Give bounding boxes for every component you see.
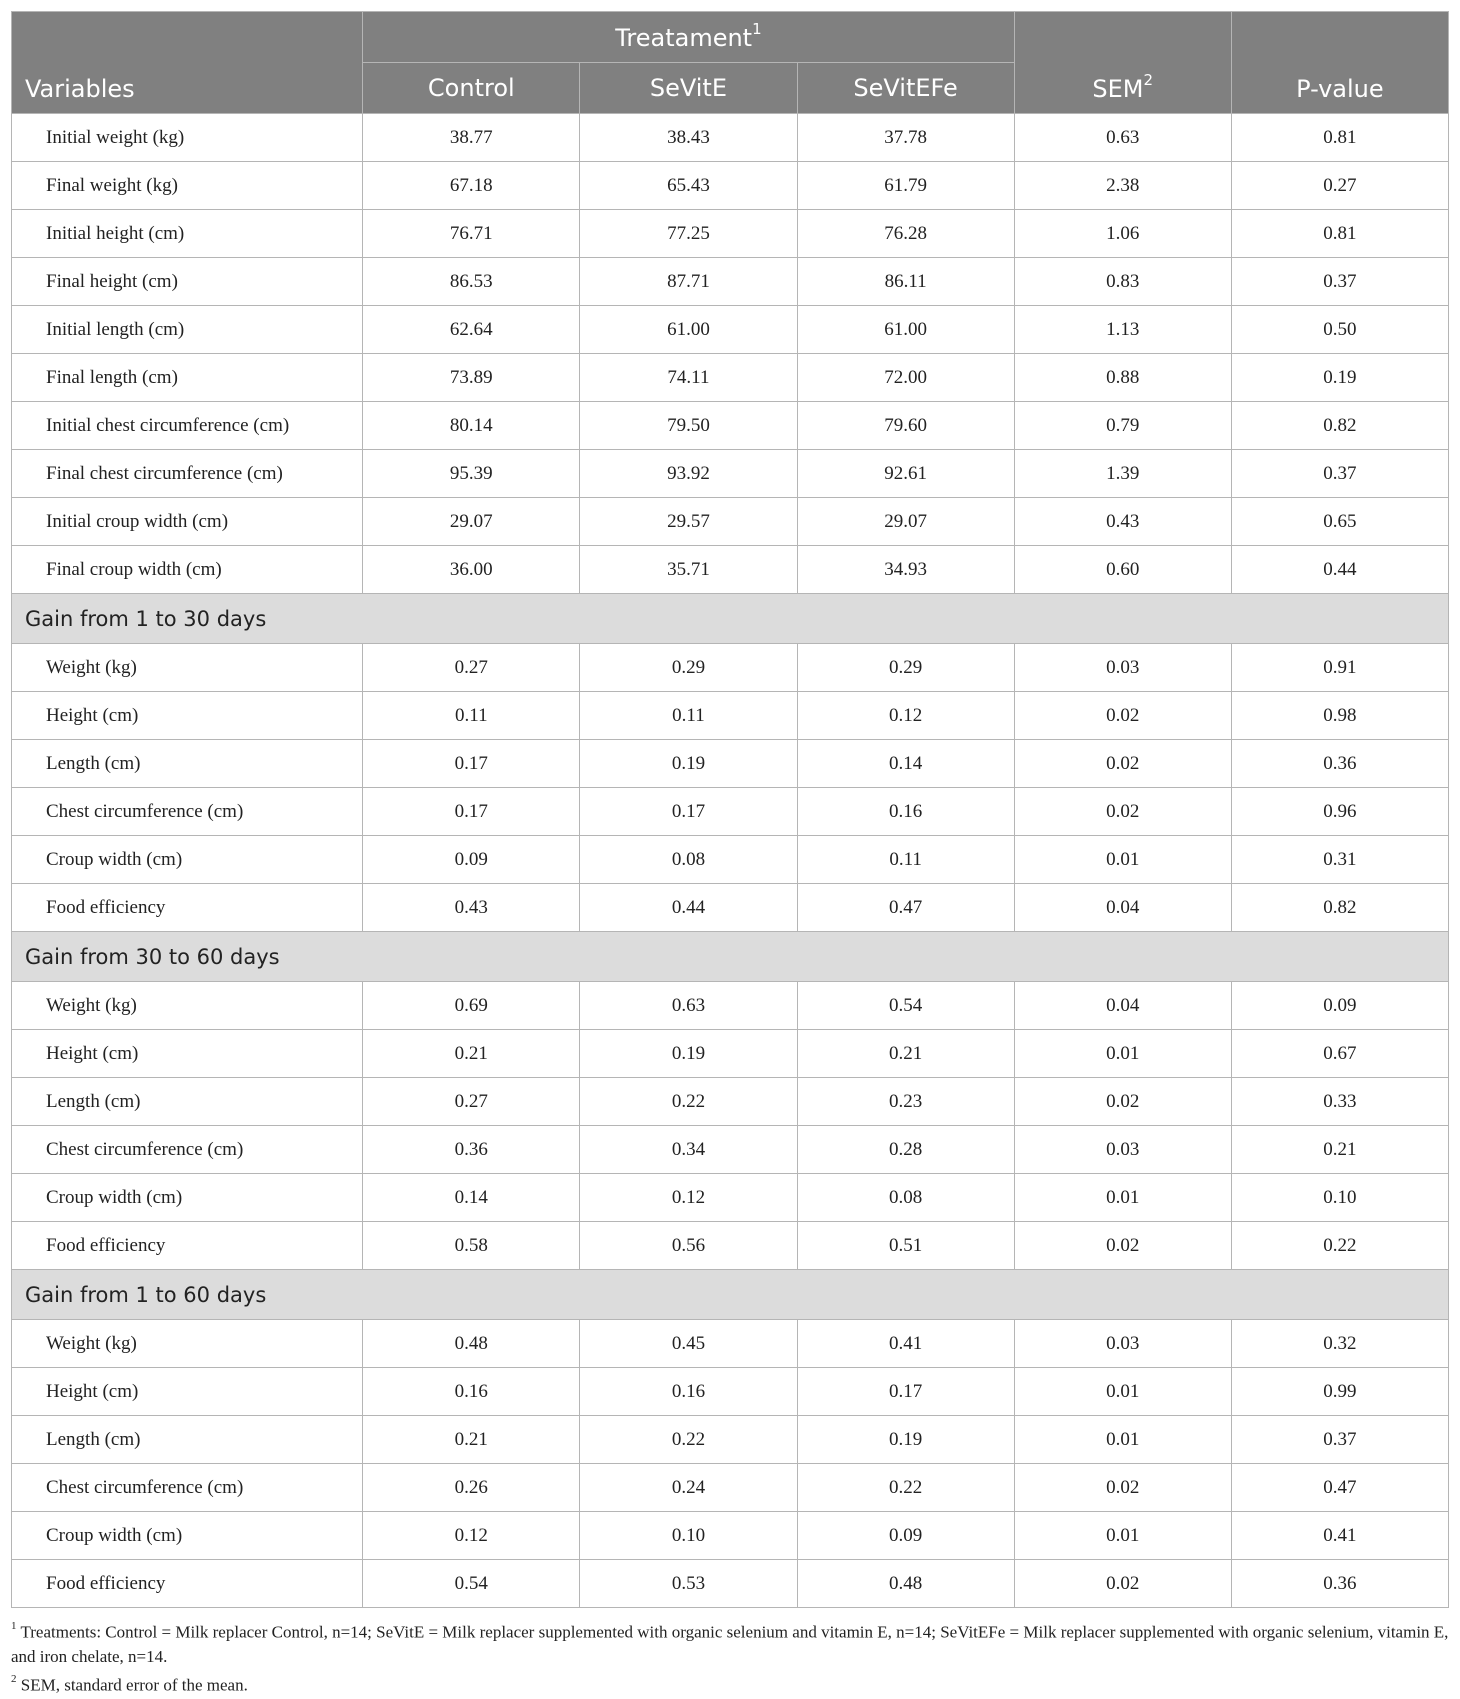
cell-value: 95.39 xyxy=(363,450,580,498)
table-row xyxy=(12,498,1449,546)
cell-value: 0.23 xyxy=(797,1078,1014,1126)
row-label: Weight (kg) xyxy=(12,644,363,692)
row-label: Croup width (cm) xyxy=(12,836,363,884)
cell-value: 86.11 xyxy=(797,258,1014,306)
cell-value: 0.17 xyxy=(363,740,580,788)
cell-value: 0.01 xyxy=(1014,1174,1231,1222)
cell-value: 61.00 xyxy=(797,306,1014,354)
table-row xyxy=(12,258,1449,306)
cell-value: 0.96 xyxy=(1231,788,1448,836)
cell-value: 0.17 xyxy=(797,1368,1014,1416)
cell-value: 0.21 xyxy=(797,1030,1014,1078)
row-label: Chest circumference (cm) xyxy=(12,1126,363,1174)
sem-footnote-mark: 2 xyxy=(1143,71,1154,89)
cell-value: 37.78 xyxy=(797,114,1014,162)
cell-value: 80.14 xyxy=(363,402,580,450)
table-row xyxy=(12,210,1449,258)
cell-value: 1.39 xyxy=(1014,450,1231,498)
cell-value: 0.27 xyxy=(1231,162,1448,210)
table-row xyxy=(12,1512,1449,1560)
cell-value: 0.01 xyxy=(1014,1416,1231,1464)
cell-value: 2.38 xyxy=(1014,162,1231,210)
cell-value: 0.91 xyxy=(1231,644,1448,692)
header-variables: Variables xyxy=(12,12,363,114)
row-label: Final length (cm) xyxy=(12,354,363,402)
table-row xyxy=(12,1126,1449,1174)
cell-value: 0.21 xyxy=(363,1030,580,1078)
cell-value: 0.56 xyxy=(580,1222,797,1270)
cell-value: 0.41 xyxy=(1231,1512,1448,1560)
results-table xyxy=(11,11,1449,1608)
table-body xyxy=(12,114,1449,1608)
cell-value: 0.10 xyxy=(1231,1174,1448,1222)
table-row xyxy=(12,114,1449,162)
cell-value: 0.21 xyxy=(1231,1126,1448,1174)
header-sem: SEM$^2$ xyxy=(1014,12,1231,114)
row-label: Croup width (cm) xyxy=(12,1174,363,1222)
footnote xyxy=(11,1616,1449,1669)
row-label: Weight (kg) xyxy=(12,1320,363,1368)
cell-value: 76.28 xyxy=(797,210,1014,258)
cell-value: 0.08 xyxy=(797,1174,1014,1222)
row-label: Food efficiency xyxy=(12,1222,363,1270)
table-row xyxy=(12,740,1449,788)
cell-value: 0.22 xyxy=(580,1078,797,1126)
cell-value: 0.69 xyxy=(363,982,580,1030)
cell-value: 0.19 xyxy=(797,1416,1014,1464)
cell-value: 0.08 xyxy=(580,836,797,884)
cell-value: 0.17 xyxy=(580,788,797,836)
cell-value: 0.88 xyxy=(1014,354,1231,402)
cell-value: 79.60 xyxy=(797,402,1014,450)
row-label: Length (cm) xyxy=(12,740,363,788)
cell-value: 65.43 xyxy=(580,162,797,210)
cell-value: 0.44 xyxy=(580,884,797,932)
cell-value: 0.54 xyxy=(797,982,1014,1030)
cell-value: 0.02 xyxy=(1014,1078,1231,1126)
footnote-mark: 1 xyxy=(11,1620,17,1632)
cell-value: 0.41 xyxy=(797,1320,1014,1368)
row-label: Length (cm) xyxy=(12,1416,363,1464)
row-label: Food efficiency xyxy=(12,1560,363,1608)
table-row xyxy=(12,354,1449,402)
cell-value: 0.24 xyxy=(580,1464,797,1512)
table-row xyxy=(12,1560,1449,1608)
cell-value: 0.37 xyxy=(1231,258,1448,306)
cell-value: 0.36 xyxy=(1231,1560,1448,1608)
cell-value: 38.43 xyxy=(580,114,797,162)
cell-value: 0.26 xyxy=(363,1464,580,1512)
cell-value: 0.11 xyxy=(580,692,797,740)
table-row xyxy=(12,884,1449,932)
row-label: Final weight (kg) xyxy=(12,162,363,210)
row-label: Initial croup width (cm) xyxy=(12,498,363,546)
row-label: Height (cm) xyxy=(12,1030,363,1078)
cell-value: 1.06 xyxy=(1014,210,1231,258)
cell-value: 0.79 xyxy=(1014,402,1231,450)
row-label: Initial height (cm) xyxy=(12,210,363,258)
cell-value: 0.09 xyxy=(797,1512,1014,1560)
cell-value: 0.29 xyxy=(580,644,797,692)
cell-value: 0.02 xyxy=(1014,788,1231,836)
cell-value: 0.14 xyxy=(363,1174,580,1222)
cell-value: 62.64 xyxy=(363,306,580,354)
cell-value: 0.33 xyxy=(1231,1078,1448,1126)
cell-value: 61.00 xyxy=(580,306,797,354)
cell-value: 0.12 xyxy=(363,1512,580,1560)
cell-value: 0.82 xyxy=(1231,402,1448,450)
row-label: Final height (cm) xyxy=(12,258,363,306)
cell-value: 0.82 xyxy=(1231,884,1448,932)
table-row xyxy=(12,1368,1449,1416)
row-label: Length (cm) xyxy=(12,1078,363,1126)
cell-value: 0.34 xyxy=(580,1126,797,1174)
table-row xyxy=(12,1222,1449,1270)
cell-value: 0.99 xyxy=(1231,1368,1448,1416)
cell-value: 79.50 xyxy=(580,402,797,450)
cell-value: 0.47 xyxy=(797,884,1014,932)
cell-value: 1.13 xyxy=(1014,306,1231,354)
table-row xyxy=(12,1416,1449,1464)
cell-value: 0.67 xyxy=(1231,1030,1448,1078)
cell-value: 0.98 xyxy=(1231,692,1448,740)
cell-value: 0.12 xyxy=(580,1174,797,1222)
cell-value: 0.14 xyxy=(797,740,1014,788)
cell-value: 36.00 xyxy=(363,546,580,594)
cell-value: 0.65 xyxy=(1231,498,1448,546)
row-label: Initial length (cm) xyxy=(12,306,363,354)
row-label: Initial chest circumference (cm) xyxy=(12,402,363,450)
cell-value: 0.02 xyxy=(1014,1560,1231,1608)
cell-value: 0.17 xyxy=(363,788,580,836)
cell-value: 0.60 xyxy=(1014,546,1231,594)
header-sevitefe: SeVitEFe xyxy=(797,63,1014,114)
cell-value: 72.00 xyxy=(797,354,1014,402)
cell-value: 0.16 xyxy=(580,1368,797,1416)
cell-value: 77.25 xyxy=(580,210,797,258)
cell-value: 0.54 xyxy=(363,1560,580,1608)
footnote xyxy=(11,1669,1449,1698)
section-header-row xyxy=(12,932,1449,982)
cell-value: 0.32 xyxy=(1231,1320,1448,1368)
table-row xyxy=(12,1078,1449,1126)
footnote-mark: 2 xyxy=(11,1672,17,1685)
cell-value: 29.57 xyxy=(580,498,797,546)
cell-value: 0.09 xyxy=(1231,982,1448,1030)
row-label: Food efficiency xyxy=(12,884,363,932)
cell-value: 0.10 xyxy=(580,1512,797,1560)
table-row xyxy=(12,982,1449,1030)
table-row xyxy=(12,1030,1449,1078)
table-row xyxy=(12,836,1449,884)
cell-value: 0.02 xyxy=(1014,1464,1231,1512)
cell-value: 29.07 xyxy=(363,498,580,546)
cell-value: 0.22 xyxy=(797,1464,1014,1512)
cell-value: 0.11 xyxy=(797,836,1014,884)
row-label: Chest circumference (cm) xyxy=(12,1464,363,1512)
cell-value: 0.22 xyxy=(580,1416,797,1464)
cell-value: 0.31 xyxy=(1231,836,1448,884)
cell-value: 0.43 xyxy=(363,884,580,932)
cell-value: 35.71 xyxy=(580,546,797,594)
header-treatment: Treatament$^1$ xyxy=(363,12,1014,63)
cell-value: 0.36 xyxy=(363,1126,580,1174)
cell-value: 0.28 xyxy=(797,1126,1014,1174)
row-label: Final chest circumference (cm) xyxy=(12,450,363,498)
cell-value: 0.02 xyxy=(1014,1222,1231,1270)
row-label: Height (cm) xyxy=(12,1368,363,1416)
cell-value: 0.19 xyxy=(580,1030,797,1078)
cell-value: 34.93 xyxy=(797,546,1014,594)
cell-value: 0.45 xyxy=(580,1320,797,1368)
section-header-row xyxy=(12,594,1449,644)
cell-value: 74.11 xyxy=(580,354,797,402)
cell-value: 0.37 xyxy=(1231,450,1448,498)
cell-value: 0.09 xyxy=(363,836,580,884)
cell-value: 0.29 xyxy=(797,644,1014,692)
cell-value: 0.63 xyxy=(580,982,797,1030)
cell-value: 0.03 xyxy=(1014,1320,1231,1368)
header-control: Control xyxy=(363,63,580,114)
cell-value: 0.43 xyxy=(1014,498,1231,546)
cell-value: 0.16 xyxy=(797,788,1014,836)
table-footnotes xyxy=(11,1616,1449,1697)
cell-value: 0.51 xyxy=(797,1222,1014,1270)
table-row xyxy=(12,692,1449,740)
footnote-text: SEM, standard error of the mean. xyxy=(20,1675,248,1695)
table-row xyxy=(12,644,1449,692)
row-label: Weight (kg) xyxy=(12,982,363,1030)
header-pvalue: P-value xyxy=(1231,12,1448,114)
cell-value: 67.18 xyxy=(363,162,580,210)
cell-value: 0.44 xyxy=(1231,546,1448,594)
cell-value: 0.63 xyxy=(1014,114,1231,162)
cell-value: 0.27 xyxy=(363,644,580,692)
cell-value: 87.71 xyxy=(580,258,797,306)
cell-value: 0.04 xyxy=(1014,884,1231,932)
section-title: Gain from 1 to 30 days xyxy=(12,594,1449,644)
cell-value: 86.53 xyxy=(363,258,580,306)
section-title: Gain from 1 to 60 days xyxy=(12,1270,1449,1320)
cell-value: 0.47 xyxy=(1231,1464,1448,1512)
cell-value: 0.36 xyxy=(1231,740,1448,788)
cell-value: 0.53 xyxy=(580,1560,797,1608)
cell-value: 0.81 xyxy=(1231,114,1448,162)
cell-value: 0.48 xyxy=(363,1320,580,1368)
cell-value: 0.50 xyxy=(1231,306,1448,354)
table-row xyxy=(12,306,1449,354)
table-row xyxy=(12,450,1449,498)
cell-value: 0.02 xyxy=(1014,740,1231,788)
cell-value: 61.79 xyxy=(797,162,1014,210)
table-row xyxy=(12,402,1449,450)
results-table-container xyxy=(11,11,1449,1697)
footnote-text: Treatments: Control = Milk replacer Control, n=14; SeVitE = Milk replacer supplemented with organic selenium and vitamin E, n=14; SeVitEFe = Milk replacer supplemented with organic selenium, vitamin E, and iron chelate, n=14. xyxy=(11,1622,1449,1666)
section-header-row xyxy=(12,1270,1449,1320)
table-row xyxy=(12,788,1449,836)
table-row xyxy=(12,1174,1449,1222)
cell-value: 0.37 xyxy=(1231,1416,1448,1464)
cell-value: 0.01 xyxy=(1014,1368,1231,1416)
table-row xyxy=(12,546,1449,594)
table-row xyxy=(12,162,1449,210)
cell-value: 92.61 xyxy=(797,450,1014,498)
section-title: Gain from 30 to 60 days xyxy=(12,932,1449,982)
cell-value: 0.01 xyxy=(1014,1030,1231,1078)
row-label: Final croup width (cm) xyxy=(12,546,363,594)
cell-value: 0.83 xyxy=(1014,258,1231,306)
cell-value: 0.12 xyxy=(797,692,1014,740)
header-sevite: SeVitE xyxy=(580,63,797,114)
cell-value: 0.03 xyxy=(1014,1126,1231,1174)
cell-value: 76.71 xyxy=(363,210,580,258)
treatment-footnote-mark: 1 xyxy=(752,19,762,38)
cell-value: 0.81 xyxy=(1231,210,1448,258)
cell-value: 0.48 xyxy=(797,1560,1014,1608)
cell-value: 0.21 xyxy=(363,1416,580,1464)
cell-value: 73.89 xyxy=(363,354,580,402)
cell-value: 0.11 xyxy=(363,692,580,740)
table-row xyxy=(12,1464,1449,1512)
cell-value: 0.16 xyxy=(363,1368,580,1416)
row-label: Croup width (cm) xyxy=(12,1512,363,1560)
cell-value: 38.77 xyxy=(363,114,580,162)
row-label: Initial weight (kg) xyxy=(12,114,363,162)
row-label: Chest circumference (cm) xyxy=(12,788,363,836)
table-row xyxy=(12,1320,1449,1368)
cell-value: 0.01 xyxy=(1014,836,1231,884)
row-label: Height (cm) xyxy=(12,692,363,740)
cell-value: 0.58 xyxy=(363,1222,580,1270)
cell-value: 0.02 xyxy=(1014,692,1231,740)
cell-value: 0.22 xyxy=(1231,1222,1448,1270)
cell-value: 0.03 xyxy=(1014,644,1231,692)
table-header xyxy=(12,12,1449,114)
cell-value: 93.92 xyxy=(580,450,797,498)
cell-value: 0.19 xyxy=(1231,354,1448,402)
cell-value: 0.01 xyxy=(1014,1512,1231,1560)
cell-value: 0.04 xyxy=(1014,982,1231,1030)
cell-value: 29.07 xyxy=(797,498,1014,546)
cell-value: 0.19 xyxy=(580,740,797,788)
cell-value: 0.27 xyxy=(363,1078,580,1126)
